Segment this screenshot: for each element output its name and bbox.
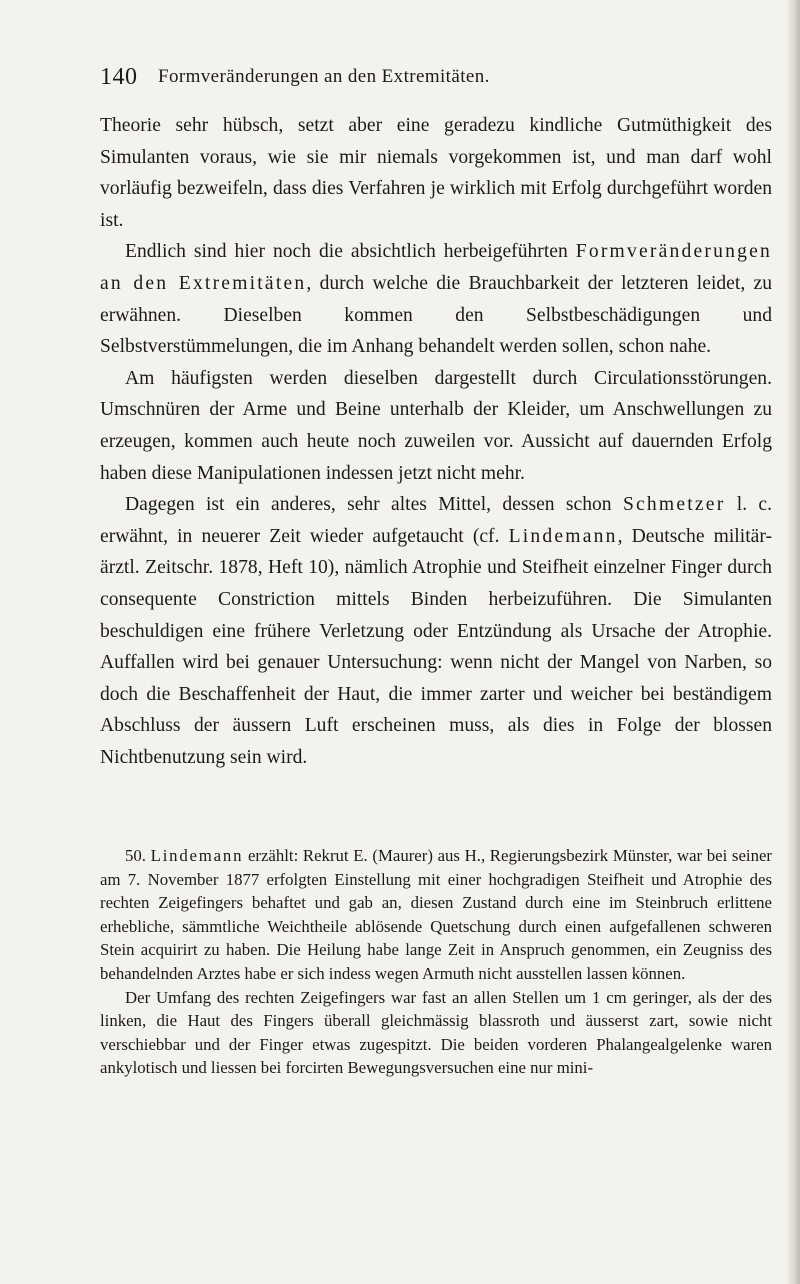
page-number: 140 bbox=[100, 64, 138, 90]
case-report bbox=[100, 844, 772, 1080]
case-paragraph-1-text: erzählt: Rekrut E. (Maurer) aus H., Regierungsbezirk Münster, war bei seiner am 7. November 1877 erfolgten Einstellung mit einer hochgradigen Steifheit und Atrophie des rechten Zeigefingers behaftet und gab an, diesen Zustand durch eine im Steinbruch erlittene erhebliche, sämmtliche Weichtheile ablösende Quetschung durch einen aufgefallenen schweren Stein acquirirt zu haben. Die Heilung habe lange Zeit in Anspruch genommen, ein Zeugniss des behandelnden Arztes habe er sich indess wegen Armuth nicht ausstellen lassen können. bbox=[100, 846, 772, 983]
case-paragraph-1 bbox=[100, 844, 772, 986]
page-header bbox=[100, 64, 760, 100]
author-schmetzer: Schmetzer bbox=[622, 494, 726, 516]
paragraph-4-text-b: l. c. erwähnt, in neuerer Zeit wieder aufgetaucht (cf. bbox=[100, 494, 773, 547]
paragraph-2-emphasis: Formveränderungen an den Extremitäten bbox=[100, 241, 772, 294]
paragraph-4 bbox=[100, 489, 772, 773]
running-title: Formveränderungen an den Extremitäten. bbox=[158, 66, 490, 87]
paragraph-4-text-a: Dagegen ist ein anderes, sehr altes Mittel, dessen schon bbox=[125, 494, 623, 516]
paragraph-1: Theorie sehr hübsch, setzt aber eine geradezu kindliche Gutmüthigkeit des Simulanten voraus, wie sie mir niemals vorgekommen ist, und man darf wohl vorläufig bezweifeln, dass dies Verfahren je wirklich mit Erfolg durchgeführt worden ist. bbox=[100, 115, 772, 231]
paragraph-4-text-c: , Deutsche militär-ärztl. Zeitschr. 1878, Heft 10), nämlich Atrophie und Steifheit einzelner Finger durch consequente Constriction mittels Binden herbeizuführen. Die Simulanten beschuldigen eine frühere Verletzung oder Entzündung als Ursache der Atrophie. Auffallen wird bei genauer Untersuchung: wenn nicht der Mangel von Narben, so doch die Beschaffenheit der Haut, die immer zarter und weicher bei beständigem Abschluss der äussern Luft erscheinen muss, als dies in Folge der blossen Nichtbenutzung sein wird. bbox=[100, 525, 772, 768]
author-lindemann: Lindemann bbox=[508, 525, 618, 547]
paragraph-2-text-a: Endlich sind hier noch die absichtlich herbeigeführten bbox=[125, 241, 576, 263]
case-number: 50. bbox=[125, 846, 151, 865]
paragraph-2-text-b: , durch welche die Brauchbarkeit der letzteren leidet, zu erwähnen. Dieselben kommen den Selbstbeschädigungen und Selbstverstümmelungen, die im Anhang behandelt werden sollen, schon nahe. bbox=[100, 272, 773, 358]
page-edge-shadow bbox=[786, 0, 800, 1284]
case-author-lindemann: Lindemann bbox=[150, 846, 244, 865]
paragraph-2 bbox=[100, 236, 772, 362]
paragraph-3: Am häufigsten werden dieselben dargestellt durch Circulationsstörungen. Umschnüren der Arme und Beine unterhalb der Kleider, um Anschwellungen zu erzeugen, kommen auch heute noch zuweilen vor. Aussicht auf dauernden Erfolg haben diese Manipulationen indessen jetzt nicht mehr. bbox=[100, 367, 772, 484]
case-paragraph-2: Der Umfang des rechten Zeigefingers war fast an allen Stellen um 1 cm geringer, als der des linken, die Haut des Fingers überall gleichmässig blassroth und äusserst zart, sowie nicht verschiebbar und der Finger etwas zugespitzt. Die beiden vorderen Phalangealgelenke waren ankylotisch und liessen bei forcirten Bewegungsversuchen eine nur mini- bbox=[100, 987, 772, 1078]
main-text bbox=[100, 110, 772, 773]
